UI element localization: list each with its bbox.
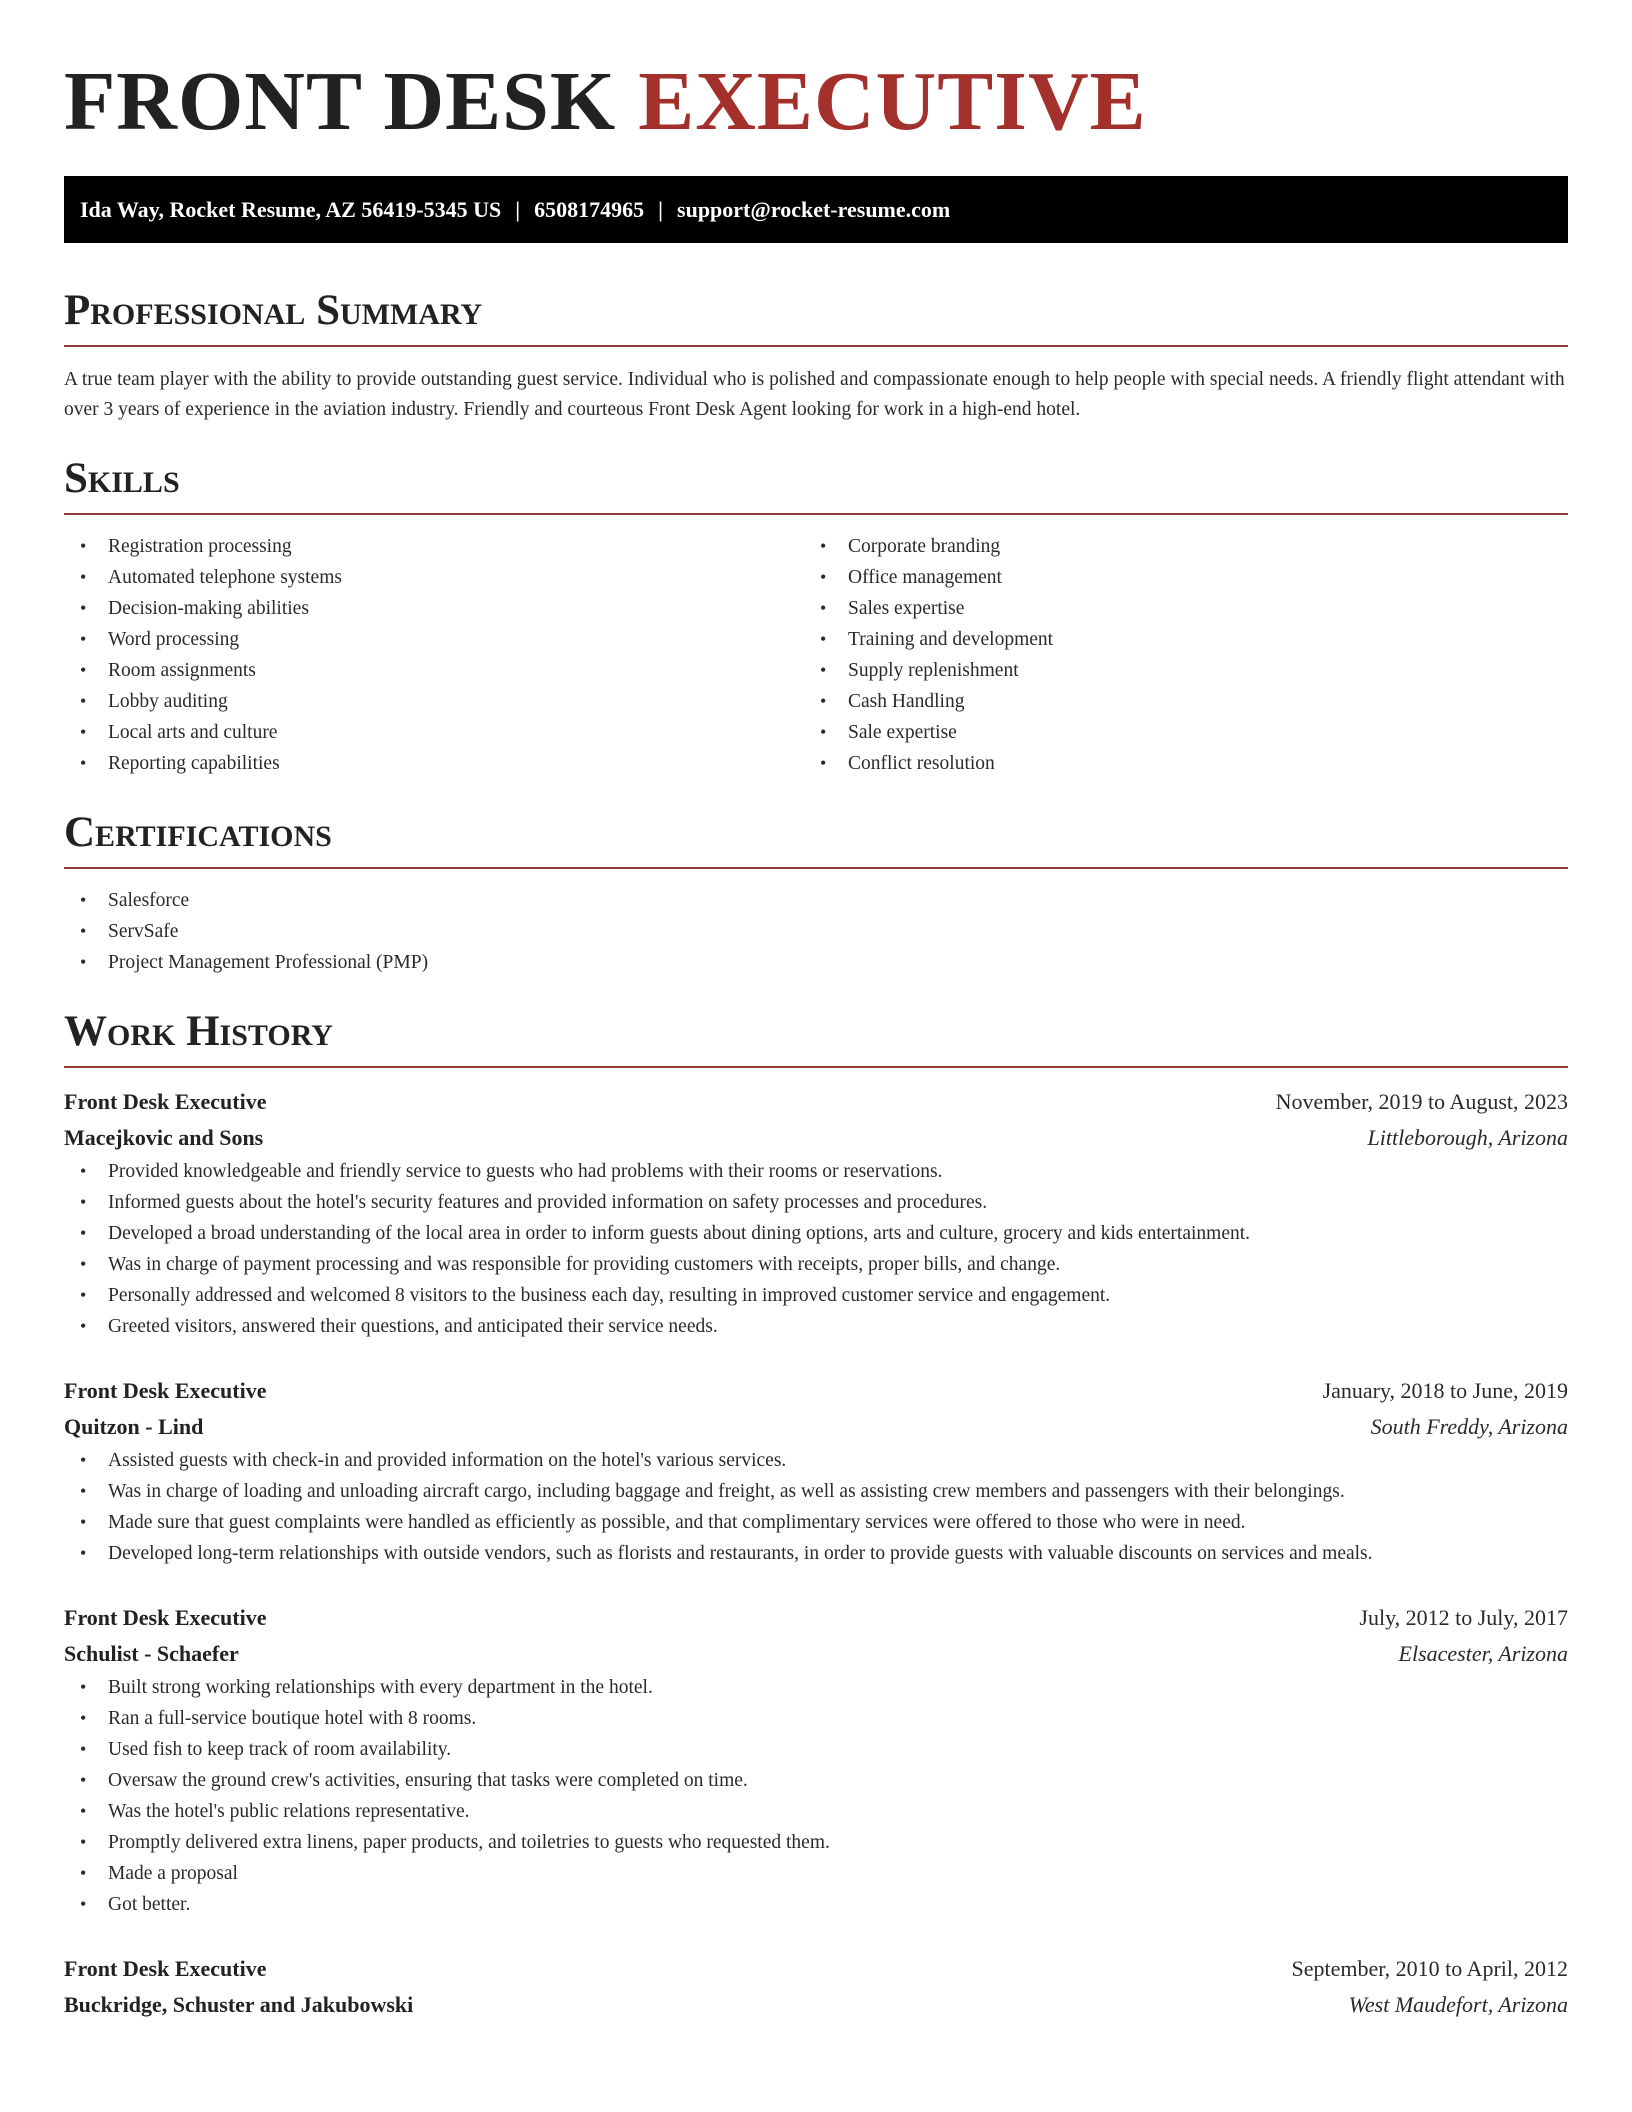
contact-separator: | bbox=[658, 197, 664, 222]
job-entry bbox=[64, 1951, 1568, 2023]
skill-item: • Corporate branding bbox=[804, 531, 1544, 562]
job-bullet: • Developed long-term relationships with outside vendors, such as florists and restaurants, in order to provide guests with valuable discounts on services and meals. bbox=[64, 1538, 1568, 1569]
job-bullet: • Provided knowledgeable and friendly service to guests who had problems with their rooms or reservations. bbox=[64, 1156, 1568, 1187]
certification-item: • ServSafe bbox=[64, 916, 1568, 947]
job-company: Macejkovic and Sons bbox=[64, 1125, 264, 1150]
contact-address: Ida Way, Rocket Resume, AZ 56419-5345 US bbox=[80, 197, 502, 222]
job-bullet: • Built strong working relationships with every department in the hotel. bbox=[64, 1672, 1568, 1703]
job-title: Front Desk Executive bbox=[64, 1378, 267, 1403]
job-title: Front Desk Executive bbox=[64, 1605, 267, 1630]
skill-item: • Sale expertise bbox=[804, 717, 1544, 748]
job-bullets bbox=[64, 1672, 1568, 1920]
job-company-row bbox=[64, 1987, 1568, 2023]
job-title: Front Desk Executive bbox=[64, 1956, 267, 1981]
job-bullet: • Personally addressed and welcomed 8 visitors to the business each day, resulting in improved customer service and engagement. bbox=[64, 1280, 1568, 1311]
skill-item: • Registration processing bbox=[64, 531, 804, 562]
job-bullet: • Ran a full-service boutique hotel with 8 rooms. bbox=[64, 1703, 1568, 1734]
resume-page bbox=[64, 0, 1568, 2023]
contact-bar bbox=[64, 176, 1568, 243]
job-title: Front Desk Executive bbox=[64, 1089, 267, 1114]
skills-column-right bbox=[804, 531, 1544, 779]
job-company: Quitzon - Lind bbox=[64, 1414, 204, 1439]
skill-item: • Room assignments bbox=[64, 655, 804, 686]
job-bullet: • Assisted guests with check-in and provided information on the hotel's various services. bbox=[64, 1445, 1568, 1476]
job-company-row bbox=[64, 1636, 1568, 1672]
skill-item: • Supply replenishment bbox=[804, 655, 1544, 686]
summary-heading: Professional Summary bbox=[64, 285, 1568, 347]
skill-item: • Conflict resolution bbox=[804, 748, 1544, 779]
skill-item: • Office management bbox=[804, 562, 1544, 593]
certification-item: • Salesforce bbox=[64, 885, 1568, 916]
job-header-row bbox=[64, 1084, 1568, 1120]
title-accent: EXECUTIVE bbox=[638, 55, 1147, 148]
job-bullets bbox=[64, 1445, 1568, 1569]
certifications-section bbox=[64, 807, 1568, 978]
job-company: Buckridge, Schuster and Jakubowski bbox=[64, 1992, 414, 2017]
job-dates: July, 2012 to July, 2017 bbox=[1359, 1605, 1568, 1630]
skills-section bbox=[64, 453, 1568, 779]
job-dates: September, 2010 to April, 2012 bbox=[1291, 1956, 1568, 1981]
job-company-row bbox=[64, 1120, 1568, 1156]
skill-item: • Decision-making abilities bbox=[64, 593, 804, 624]
job-entry bbox=[64, 1373, 1568, 1569]
skill-item: • Cash Handling bbox=[804, 686, 1544, 717]
job-bullet: • Was in charge of loading and unloading aircraft cargo, including baggage and freight, as well as assisting crew members and passengers with their belongings. bbox=[64, 1476, 1568, 1507]
job-location: Elsacester, Arizona bbox=[1398, 1641, 1568, 1666]
job-entry bbox=[64, 1084, 1568, 1342]
title-main: FRONT DESK bbox=[64, 55, 617, 148]
contact-email: support@rocket-resume.com bbox=[677, 197, 951, 222]
skill-item: • Word processing bbox=[64, 624, 804, 655]
job-dates: November, 2019 to August, 2023 bbox=[1275, 1089, 1568, 1114]
skills-list-right bbox=[804, 531, 1544, 779]
job-bullet: • Was in charge of payment processing and was responsible for providing customers with receipts, proper bills, and change. bbox=[64, 1249, 1568, 1280]
job-entry bbox=[64, 1600, 1568, 1920]
skills-columns bbox=[64, 531, 1568, 779]
skills-column-left bbox=[64, 531, 804, 779]
skills-heading: Skills bbox=[64, 453, 1568, 515]
job-header-row bbox=[64, 1951, 1568, 1987]
job-bullet: • Was the hotel's public relations representative. bbox=[64, 1796, 1568, 1827]
job-location: South Freddy, Arizona bbox=[1370, 1414, 1568, 1439]
job-dates: January, 2018 to June, 2019 bbox=[1322, 1378, 1568, 1403]
job-bullet: • Made sure that guest complaints were handled as efficiently as possible, and that complimentary services were offered to those who were in need. bbox=[64, 1507, 1568, 1538]
job-location: Littleborough, Arizona bbox=[1367, 1125, 1568, 1150]
skill-item: • Training and development bbox=[804, 624, 1544, 655]
job-location: West Maudefort, Arizona bbox=[1348, 1992, 1568, 2017]
job-bullet: • Developed a broad understanding of the local area in order to inform guests about dining options, arts and culture, grocery and kids entertainment. bbox=[64, 1218, 1568, 1249]
skill-item: • Lobby auditing bbox=[64, 686, 804, 717]
resume-title bbox=[64, 0, 1568, 152]
job-bullet: • Used fish to keep track of room availability. bbox=[64, 1734, 1568, 1765]
job-bullet: • Oversaw the ground crew's activities, ensuring that tasks were completed on time. bbox=[64, 1765, 1568, 1796]
job-bullet: • Got better. bbox=[64, 1889, 1568, 1920]
summary-text: A true team player with the ability to provide outstanding guest service. Individual who is polished and compassionate enough to help people with special needs. A friendly flight attendant with over 3 years of experience in the aviation industry. Friendly and courteous Front Desk Agent looking for work in a high-end hotel. bbox=[64, 369, 1565, 420]
job-company-row bbox=[64, 1409, 1568, 1445]
skill-item: • Local arts and culture bbox=[64, 717, 804, 748]
job-company: Schulist - Schaefer bbox=[64, 1641, 239, 1666]
certification-item: • Project Management Professional (PMP) bbox=[64, 947, 1568, 978]
job-header-row bbox=[64, 1600, 1568, 1636]
job-bullet: • Greeted visitors, answered their questions, and anticipated their service needs. bbox=[64, 1311, 1568, 1342]
contact-phone: 6508174965 bbox=[534, 197, 645, 222]
work-history-section bbox=[64, 1006, 1568, 2023]
job-bullet: • Made a proposal bbox=[64, 1858, 1568, 1889]
skill-item: • Sales expertise bbox=[804, 593, 1544, 624]
job-bullets bbox=[64, 1156, 1568, 1342]
summary-section bbox=[64, 285, 1568, 425]
certifications-heading: Certifications bbox=[64, 807, 1568, 869]
job-bullet: • Promptly delivered extra linens, paper products, and toiletries to guests who requested them. bbox=[64, 1827, 1568, 1858]
contact-separator: | bbox=[515, 197, 521, 222]
job-bullet: • Informed guests about the hotel's security features and provided information on safety processes and procedures. bbox=[64, 1187, 1568, 1218]
skills-list-left bbox=[64, 531, 804, 779]
certifications-list bbox=[64, 885, 1568, 978]
skill-item: • Automated telephone systems bbox=[64, 562, 804, 593]
skill-item: • Reporting capabilities bbox=[64, 748, 804, 779]
work-history-heading: Work History bbox=[64, 1006, 1568, 1068]
job-header-row bbox=[64, 1373, 1568, 1409]
